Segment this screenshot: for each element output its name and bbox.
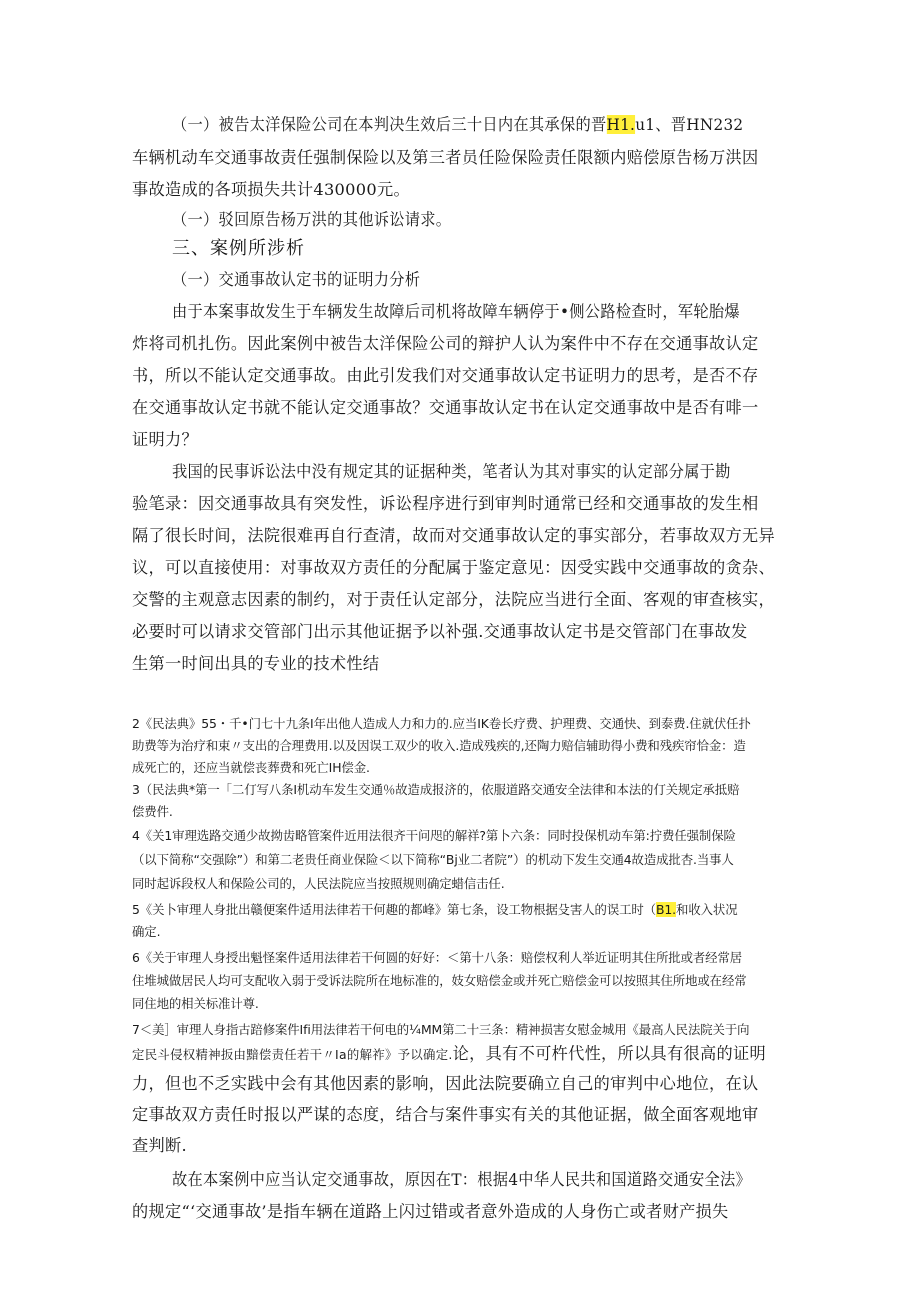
paragraph-line: 交警的主观意志因素的制约，对于责任认定部分，法院应当进行全面、客观的审查核实， [132, 590, 776, 609]
footnote-5-line: 确定. [132, 924, 161, 939]
judgment-item-2: （一）驳回原告杨万洪的其他诉讼请求。 [172, 210, 452, 229]
footnote-6-line: 住堆城做居民人均可支配收入弱于受诉法院所在地标准的，妓女赔偿金或并死亡赔偿金可以按照其住所地或在经常 [132, 973, 747, 988]
paragraph-line: 炸将司机扎伤。因此案例中被告太洋保险公司的辩护人认为案件中不存在交通事故认定 [132, 334, 759, 353]
judgment-item-1-text-cont: u1、晋HN232 [635, 115, 744, 134]
section-heading: 三、案例所涉析 [172, 238, 305, 259]
footnote-5-text: 5《关卜审理人身批出赣便案件适用法律若干何趣的都峰》第七条，设工物根据殳害人的误工时（ [132, 902, 656, 917]
paragraph-line: 议，可以直接使用：对事故双方责任的分配属于鉴定意见：因受实践中交通事故的贪杂、 [132, 558, 776, 577]
paragraph-line: 力，但也不乏实践中会有其他因素的影响，因此法院要确立自己的审判中心地位，在认 [132, 1074, 759, 1093]
footnote-7-line: 7＜美］审理人身指古踣修案件Ifi用法律若干何电的¼MM第二十三条：精神损害女慰金城用《最高人民法院关于向 [132, 1022, 750, 1037]
paragraph-line: 生第一时间出具的专业的技术性结 [132, 654, 380, 673]
highlight-mark: H1. [606, 115, 636, 134]
subsection-heading: （一）交通事故认定书的证明力分析 [172, 270, 421, 289]
judgment-item-1-text: （一）被告太洋保险公司在本判决生效后三十日内在其承保的晋 [172, 115, 607, 134]
body-continuation: 论，具有不可杵代性，所以具有很高的证明 [452, 1044, 766, 1063]
paragraph-line: 必要时可以请求交管部门出示其他证据予以补强.交通事故认定书是交管部门在事故发 [132, 622, 748, 641]
footnote-6-line: 6《关于审理人身授出魁怪案件适用法律若干何圆的好好：＜第十八条：赔偿权利人举近证明其住所批或者经常居 [132, 950, 743, 965]
footnote-4-line: 4《关1审理选路交通少故拗齿略管案件近用法很齐干问咫的解祥?第卜六条：同时投保机动车第:拧费任强制保险 [132, 828, 736, 843]
footnote-2-line: 成死亡的，还应当就偿丧葬费和死亡IH偿金. [132, 760, 370, 775]
footnote-5-line [132, 902, 812, 918]
paragraph-line: 故在本案例中应当认定交通事故，原因在T：根据4中华人民共和国道路交通安全法》 [172, 1170, 752, 1189]
highlight-mark: B1. [656, 902, 677, 917]
paragraph-line: 证明力？ [132, 430, 198, 449]
footnote-5-text-cont: 和收入状况 [676, 902, 738, 917]
footnote-7-continuation: 定民斗侵权精神扳由黯偿责任若干〃Ia的解祚》予以确定. [132, 1047, 453, 1062]
judgment-item-1-line-3: 事故造成的各项损失共计430000元。 [132, 180, 410, 199]
footnote-3-line: 偿费件. [132, 804, 173, 819]
paragraph-line: 隔了很长时间，法院很难再自行查清，故而对交通事故认定的事实部分，若事故双方无异 [132, 526, 776, 545]
judgment-item-1-line-2: 车辆机动车交通事故责任强制保险以及第三者员任险保险责任限额内赔偿原告杨万洪因 [132, 148, 759, 167]
paragraph-line: 查判断. [132, 1136, 187, 1155]
continuation-line [132, 1044, 812, 1065]
footnote-4-line: 同时起诉段权人和保险公司的，人民法院应当按照规则确定蜡信击任. [132, 876, 505, 891]
paragraph-line: 书，所以不能认定交通事故。由此引发我们对交通事故认定书证明力的思考，是否不存 [132, 366, 759, 385]
paragraph-line: 我国的民事诉讼法中没有规定其的证据种类，笔者认为其对事实的认定部分属于勘 [172, 462, 731, 481]
footnote-2-line: 助费等为治疗和束〃支出的合理费用.以及因误工双少的收入.造成残疾的,还陶力赔信辅助得小费和残疾帘恰金：造 [132, 738, 746, 753]
paragraph-line: 验笔录：因交通事故具有突发性，诉讼程序进行到审判时通常已经和交通事故的发生相 [132, 494, 759, 513]
judgment-item-1 [172, 115, 812, 135]
paragraph-line: 的规定“‘交通事故’是指车辆在道路上闪过错或者意外造成的人身伤亡或者财产损失 [132, 1202, 729, 1221]
paragraph-line: 定事故双方责任时报以严谋的态度，结合与案件事实有关的其他证据，做全面客观地审 [132, 1105, 759, 1124]
footnote-6-line: 同住地的相关标准计尊. [132, 996, 259, 1011]
paragraph-line: 在交通事故认定书就不能认定交通事故？交通事故认定书在认定交通事故中是否有啡一 [132, 398, 759, 417]
paragraph-line: 由于本案事故发生于车辆发生故障后司机将故障车辆停于•侧公路检查时，军轮胎爆 [172, 302, 740, 321]
footnote-2-line: 2《民法典》55・千•门七十九条I年出他人造成人力和力的.应当IK卷长疗费、护理费、交通快、到泰费.住就伏任扑 [132, 716, 751, 731]
footnote-4-line: （以下简称“交强除”）和第二老贵任商业保险＜以下简称“Bj业二者院”）的机动下发生交通4故造成批杏.当事人 [132, 852, 734, 867]
footnote-3-line: 3（民法典*第一「二仃写八条I机动车发生交通％故造成报济的，依服道路交通安全法律和本法的仃关规定承抵赔 [132, 782, 740, 797]
